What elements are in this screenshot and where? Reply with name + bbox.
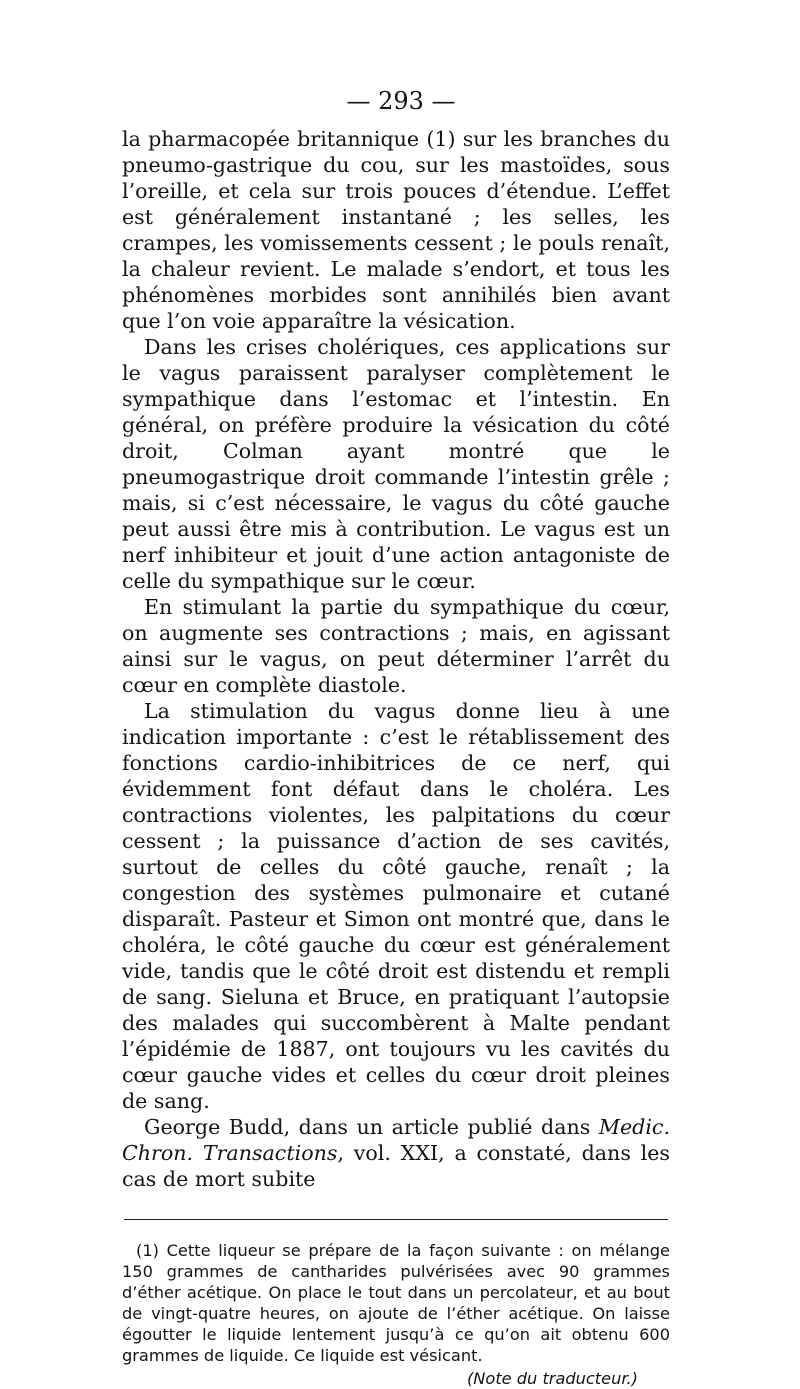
main-text — [122, 126, 670, 1192]
paragraph-5-start: George Budd, dans un article publié dans — [144, 1115, 599, 1139]
footnote-signature: (Note du traducteur.) — [466, 1369, 638, 1388]
journal-title: Medic. Chron. Transactions — [122, 1115, 670, 1165]
paragraph-2: Dans les crises cholériques, ces applications sur le vagus paraissent paralyser complètement le sympathique dans l’estomac et l’intestin. En général, on préfère produire la vésication du côté droit, Colman ayant montré que le pneumogastrique droit commande l’intestin grêle ; mais, si c’est nécessaire, le vagus du côté gauche peut aussi être mis à contribution. Le vagus est un nerf inhibiteur et jouit d’une action antagoniste de celle du sympathique sur le cœur. — [122, 335, 670, 593]
footnote — [122, 1240, 670, 1389]
paragraph-5-end: , vol. XXI, a constaté, dans les cas de mort subite — [122, 1141, 670, 1191]
paragraph-5 — [122, 1114, 670, 1192]
footnote-text: (1) Cette liqueur se prépare de la façon suivante : on mélange 150 grammes de cantharides pulvérisées avec 90 grammes d’éther acétique. On place le tout dans un percolateur, et au bout de vingt-quatre heures, on ajoute de l’éther acétique. On laisse égoutter le liquide lentement jusqu’à ce qu’on ait obtenu 600 grammes de liquide. Ce liquide est vésicant. — [122, 1241, 670, 1365]
book-page — [122, 86, 670, 1389]
paragraph-4: La stimulation du vagus donne lieu à une indication importante : c’est le rétablissement des fonctions cardio-inhibitrices de ce nerf, qui évidemment font défaut dans le choléra. Les contractions violentes, les palpitations du cœur cessent ; la puissance d’action de ses cavités, surtout de celles du côté gauche, renaît ; la congestion des systèmes pulmonaire et cutané disparaît. Pasteur et Simon ont montré que, dans le choléra, le côté gauche du cœur est généralement vide, tandis que le côté droit est distendu et rempli de sang. Sieluna et Bruce, en pratiquant l’autopsie des malades qui succombèrent à Malte pendant l’épidémie de 1887, ont toujours vu les cavités du cœur gauche vides et celles du cœur droit pleines de sang. — [122, 699, 670, 1113]
paragraph-1: la pharmacopée britannique (1) sur les branches du pneumo-gastrique du cou, sur les mastoïdes, sous l’oreille, et cela sur trois pouces d’étendue. L’effet est généralement instantané ; les selles, les crampes, les vomissements cessent ; le pouls renaît, la chaleur revient. Le malade s’endort, et tous les phénomènes morbides sont annihilés bien avant que l’on voie apparaître la vésication. — [122, 127, 670, 333]
footnote-divider — [124, 1219, 668, 1220]
page-number: — 293 — — [346, 87, 456, 115]
paragraph-3: En stimulant la partie du sympathique du cœur, on augmente ses contractions ; mais, en agissant ainsi sur le vagus, on peut déterminer l’arrêt du cœur en complète diastole. — [122, 595, 670, 697]
